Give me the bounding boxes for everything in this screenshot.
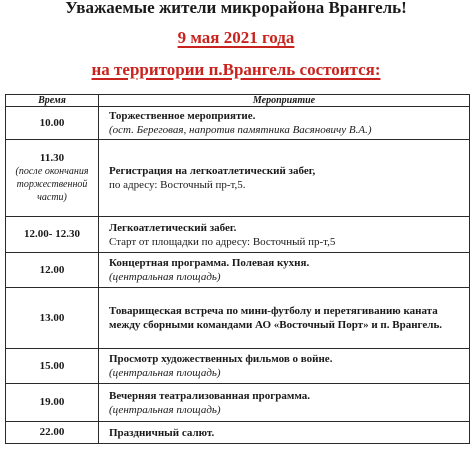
event-note: (центральная площадь) — [109, 367, 221, 379]
column-header-event: Мероприятие — [99, 95, 470, 107]
time-cell — [6, 107, 99, 140]
page-heading: Уважаемые жители микрорайона Врангель! — [65, 0, 407, 17]
table-row — [6, 288, 470, 349]
time-value: 15.00 — [39, 359, 65, 372]
table-row — [6, 107, 470, 140]
time-value: 12.00- 12.30 — [24, 228, 80, 240]
event-cell — [99, 107, 470, 140]
event-note: (центральная площадь) — [109, 271, 221, 283]
event-title: Концертная программа. Полевая кухня. — [109, 257, 310, 269]
time-note: (после окончания торжественной части) — [15, 166, 89, 203]
table-row — [6, 217, 470, 253]
event-title: Вечерняя театрализованная программа. — [109, 389, 311, 402]
time-value: 11.30 — [39, 152, 65, 164]
event-location — [0, 60, 472, 80]
time-value: 19.00 — [39, 396, 65, 408]
time-cell — [6, 422, 99, 444]
time-value: 10.00 — [39, 116, 65, 129]
time-value: 13.00 — [39, 311, 65, 324]
event-cell — [99, 384, 470, 422]
event-cell — [99, 217, 470, 253]
table-row — [6, 422, 470, 444]
event-cell — [99, 349, 470, 384]
event-cell — [99, 140, 470, 217]
table-row — [6, 140, 470, 217]
event-location-text: на территории п.Врангель состоится: — [91, 60, 381, 79]
event-title: Праздничный салют. — [109, 426, 215, 439]
event-title: Товарищеская встреча по мини-футболу и перетягиванию каната между сборными командами АО «Восточный Порт» и п. Врангель. — [109, 305, 443, 331]
time-cell — [6, 349, 99, 384]
table-row — [6, 349, 470, 384]
event-date-text: 9 мая 2021 года — [177, 28, 295, 47]
event-title: Легкоатлетический забег. — [109, 221, 237, 234]
event-cell — [99, 422, 470, 444]
event-cell — [99, 253, 470, 288]
time-cell — [6, 384, 99, 422]
event-note: Старт от площадки по адресу: Восточный пр-т,5 — [109, 235, 336, 248]
time-value: 12.00 — [39, 263, 65, 276]
event-note: (ост. Береговая, напротив памятника Васяновичу В.А.) — [109, 124, 372, 136]
schedule-table — [5, 94, 470, 444]
time-cell — [6, 288, 99, 349]
time-value: 22.00 — [39, 426, 65, 438]
time-cell — [6, 140, 99, 217]
time-cell — [6, 253, 99, 288]
event-note: (центральная площадь) — [109, 403, 221, 416]
column-header-time: Время — [6, 95, 99, 107]
event-title: Регистрация на легкоатлетический забег, — [109, 165, 316, 177]
event-title: Торжественное мероприятие. — [109, 110, 256, 122]
event-title: Просмотр художественных фильмов о войне. — [109, 353, 333, 365]
time-cell — [6, 217, 99, 253]
event-date — [0, 28, 472, 48]
event-note: по адресу: Восточный пр-т,5. — [109, 179, 246, 191]
table-header-row — [6, 95, 470, 107]
table-row — [6, 253, 470, 288]
table-row — [6, 384, 470, 422]
event-cell — [99, 288, 470, 349]
